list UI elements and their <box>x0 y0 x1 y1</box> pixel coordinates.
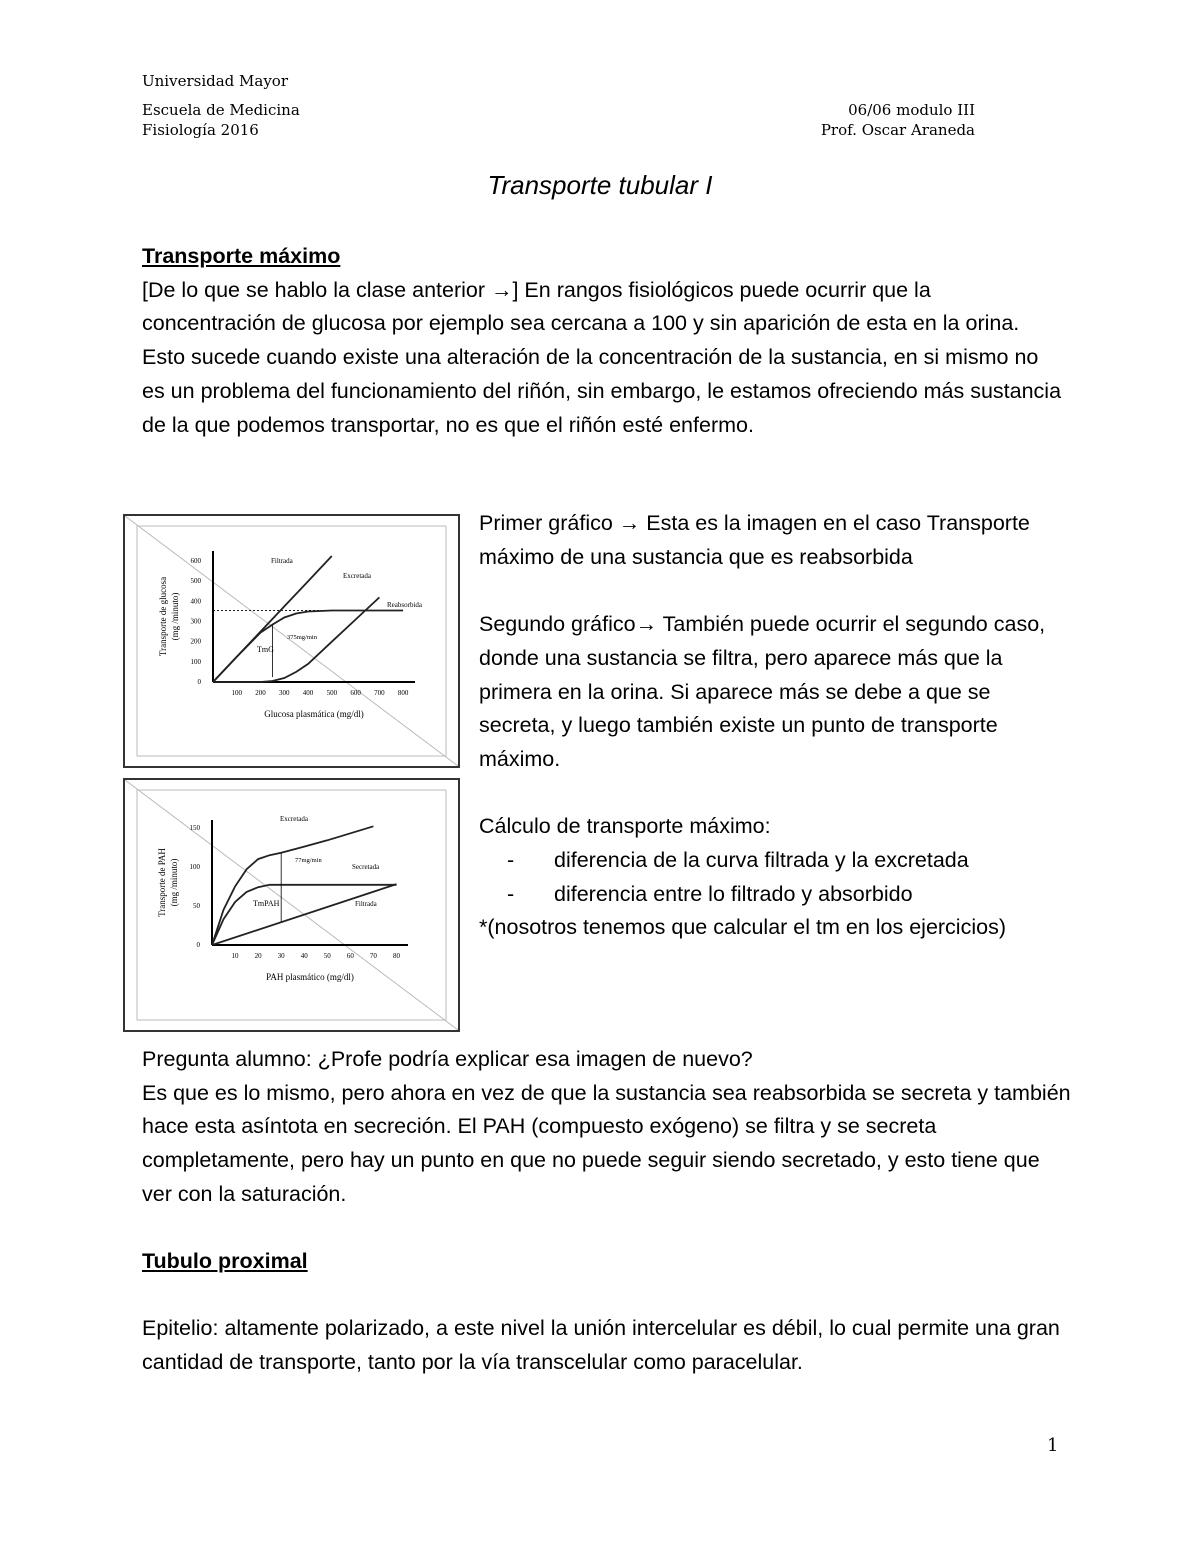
intro-paragraph: [De lo que se hablo la clase anterior →] En rangos fisiológicos puede ocurrir que la concentración de glucosa por ejemplo sea cercana a 100 y sin aparición de esta en la orina. Esto sucede cuando existe una alteración de la concentración de la sustancia, en si mismo no es un problema del funcionamiento del riñón, sin embargo, le estamos ofreciendo más sustancia de la que podemos transportar, no es que el riñón esté enfermo. <box>142 277 1062 437</box>
list-item: - diferencia de la curva filtrada y la excretada <box>507 848 969 872</box>
y-tick-label: 100 <box>189 862 200 871</box>
course-name: Fisiología 2016 <box>142 121 259 139</box>
pah-transport-chart <box>125 780 458 1030</box>
document-title: Transporte tubular I <box>487 170 713 200</box>
x-tick-label: 700 <box>374 689 385 697</box>
x-axis-label: Glucosa plasmática (mg/dl) <box>264 709 364 719</box>
x-tick-label: 400 <box>302 689 314 697</box>
series-label-excretada: Excretada <box>343 572 371 580</box>
x-tick-label: 800 <box>397 689 409 697</box>
tm-label: TmPAH <box>253 899 280 908</box>
second-graph-paragraph: Segundo gráfico→ También puede ocurrir el segundo caso, donde una sustancia se filtra, pero aparece más que la primera en la orina. Si aparece más se debe a que se secreta, y luego también existe un punto de transporte máximo. <box>479 612 1046 771</box>
x-tick-label: 100 <box>231 689 243 697</box>
x-axis-label: PAH plasmático (mg/dl) <box>266 972 354 982</box>
professor-name: Prof. Oscar Araneda <box>820 121 975 139</box>
x-tick-label: 60 <box>346 952 354 960</box>
x-tick-label: 70 <box>369 952 377 960</box>
y-tick-label: 500 <box>190 577 201 586</box>
university-name: Universidad Mayor <box>142 72 289 90</box>
class-date: 06/06 modulo III <box>848 101 975 119</box>
section-heading-transporte-maximo: Transporte máximo <box>142 244 341 268</box>
series-label-excretada: Excretada <box>280 815 308 823</box>
calc-note: *(nosotros tenemos que calcular el tm en los ejercicios) <box>479 915 1006 940</box>
series-label-secretada: Secretada <box>352 863 380 871</box>
x-tick-label: 10 <box>231 952 239 960</box>
y-tick-label: 200 <box>190 637 201 646</box>
x-tick-label: 50 <box>323 952 331 960</box>
x-tick-label: 300 <box>279 689 290 697</box>
series-label-reabsorbida: Reabsorbida <box>387 601 422 609</box>
y-axis-label: Transporte de PAH <box>157 848 167 917</box>
student-question: Pregunta alumno: ¿Profe podría explicar esa imagen de nuevo? <box>142 1047 753 1071</box>
y-axis-label-units: (mg /minuto) <box>170 592 180 641</box>
y-tick-label: 600 <box>190 557 201 566</box>
x-tick-label: 20 <box>254 952 262 960</box>
first-graph-paragraph: Primer gráfico → Esta es la imagen en el caso Transporte máximo de una sustancia que es reabsorbida <box>479 511 1030 569</box>
y-tick-label: 100 <box>190 657 201 666</box>
x-tick-label: 80 <box>392 952 400 960</box>
y-axis-label-units: (mg /minuto) <box>169 858 179 907</box>
y-tick-label: 150 <box>189 823 200 832</box>
series-label-filtrada: Filtrada <box>271 557 293 565</box>
y-tick-label: 50 <box>193 901 200 910</box>
x-tick-label: 40 <box>300 952 308 960</box>
calc-title: Cálculo de transporte máximo: <box>479 814 771 839</box>
x-tick-label: 500 <box>326 689 338 697</box>
y-tick-label: 300 <box>190 617 201 626</box>
series-label-filtrada: Filtrada <box>355 900 377 908</box>
tubulo-paragraph: Epitelio: altamente polarizado, a este nivel la unión intercelular es débil, lo cual permite una gran cantidad de transporte, tanto por la vía transcelular como paracelular. <box>142 1316 1060 1375</box>
teacher-answer: Es que es lo mismo, pero ahora en vez de que la sustancia sea reabsorbida se secreta y también hace esta asíntota en secreción. El PAH (compuesto exógeno) se filtra y se secreta completamente, pero hay un punto en que no puede seguir siendo secretado, y esto tiene que ver con la saturación. <box>142 1080 1071 1206</box>
school-name: Escuela de Medicina <box>142 101 300 119</box>
page-number: 1 <box>1047 1435 1059 1456</box>
x-tick-label: 200 <box>255 689 266 697</box>
tm-label: TmG <box>257 645 274 654</box>
glucose-transport-chart <box>125 516 458 766</box>
series-line-reabsorbida <box>213 611 403 683</box>
list-item: - diferencia entre lo filtrado y absorbido <box>507 881 913 906</box>
y-tick-label: 0 <box>197 678 201 686</box>
tm-value-annotation: 77mg/min <box>295 857 322 864</box>
y-tick-label: 0 <box>196 941 200 949</box>
series-line-filtrada <box>212 884 397 945</box>
x-tick-label: 600 <box>350 689 361 697</box>
y-axis-label: Transporte de glucosa <box>158 576 168 657</box>
pah-transport-figure <box>123 778 460 1032</box>
glucose-transport-figure <box>123 514 460 768</box>
y-tick-label: 400 <box>190 597 201 606</box>
section-heading-tubulo-proximal: Tubulo proximal <box>142 1249 308 1273</box>
tm-value-annotation: 375mg/min <box>287 634 317 641</box>
x-tick-label: 30 <box>277 952 285 960</box>
